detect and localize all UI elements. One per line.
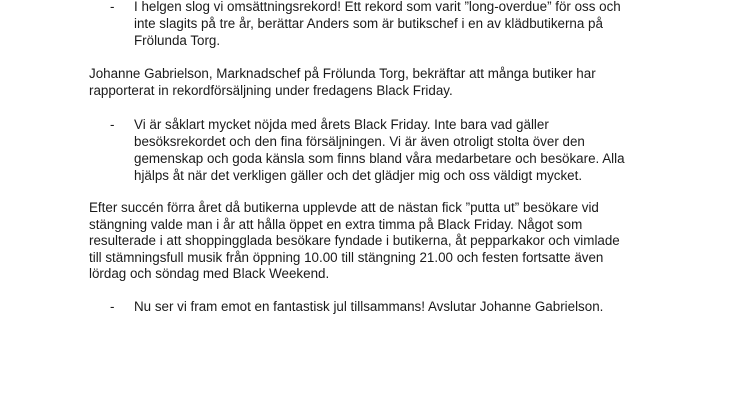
quote-line: besöksrekordet och den fina försäljningen. Vi är även otroligt stolta över den — [134, 134, 585, 149]
quote-line: hjälps åt när det verkligen gäller och det glädjer mig och oss väldigt mycket. — [134, 168, 583, 183]
body-line: Johanne Gabrielson, Marknadschef på Frölunda Torg, bekräftar att många butiker har — [89, 66, 596, 81]
quote-line: Nu ser vi fram emot en fantastisk jul tillsammans! Avslutar Johanne Gabrielson. — [134, 299, 604, 314]
body-line: resulterade i att shoppingglada besökare fyndade i butikerna, åt pepparkakor och vimlade — [89, 233, 620, 248]
bullet-dash: - — [110, 117, 115, 132]
quote-line: gemenskap och goda känsla som finns bland våra medarbetare och besökare. Alla — [134, 151, 625, 166]
quote-line: inte slagits på tre år, berättar Anders som är butikschef i en av klädbutikerna på — [134, 16, 603, 31]
quote-line: I helgen slog vi omsättningsrekord! Ett rekord som varit ”long-overdue” för oss och — [134, 0, 621, 14]
body-line: lördag och söndag med Black Weekend. — [89, 266, 330, 281]
body-line: till stämningsfull musik från öppning 10.00 till stängning 21.00 och festen fortsatte även — [89, 250, 604, 265]
body-line: Efter succén förra året då butikerna upplevde att de nästan fick ”putta ut” besökare vid — [89, 200, 599, 215]
body-line: stängning valde man i år att hålla öppet en extra timma på Black Friday. Något som — [89, 217, 583, 232]
body-line: rapporterat in rekordförsäljning under fredagens Black Friday. — [89, 83, 453, 98]
bullet-dash: - — [110, 299, 115, 314]
quote-line: Frölunda Torg. — [134, 33, 221, 48]
quote-line: Vi är såklart mycket nöjda med årets Black Friday. Inte bara vad gäller — [134, 117, 549, 132]
bullet-dash: - — [110, 0, 115, 14]
